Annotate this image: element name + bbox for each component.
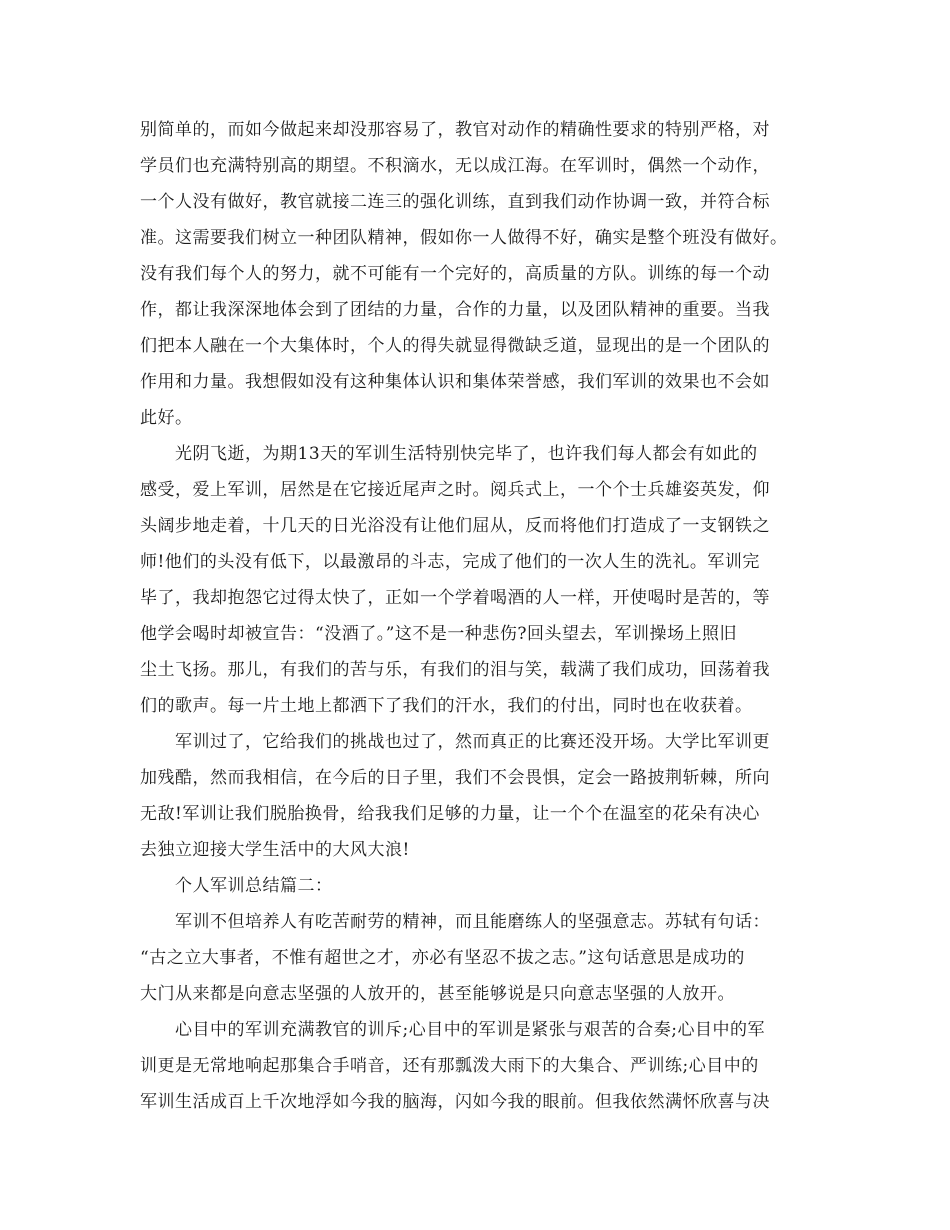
text-line: 军训过了，它给我们的挑战也过了，然而真正的比赛还没开场。大学比军训更 [175,732,770,752]
text-line: 大门从来都是向意志坚强的人放开的，甚至能够说是只向意志坚强的人放开。 [140,984,735,1004]
text-line: 作，都让我深深地体会到了团结的力量，合作的力量，以及团队精神的重要。当我 [140,300,770,320]
text-line: 没有我们每个人的努力，就不可能有一个完好的，高质量的方队。训练的每一个动 [140,264,770,284]
text-line: 军训生活成百上千次地浮如今我的脑海，闪如今我的眼前。但我依然满怀欣喜与决 [140,1092,770,1112]
text-line: “古之立大事者，不惟有超世之才，亦必有坚忍不拔之志。”这句话意思是成功的 [140,948,745,968]
text-line: 作用和力量。我想假如没有这种集体认识和集体荣誉感，我们军训的效果也不会如 [140,372,770,392]
text-line: 心目中的军训充满教官的训斥;心目中的军训是紧张与艰苦的合奏;心目中的军 [175,1020,765,1040]
text-line: 无敌!军训让我们脱胎换骨，给我我们足够的力量，让一个个在温室的花朵有决心 [140,804,760,824]
text-line: 们把本人融在一个大集体时，个人的得失就显得微缺乏道，显现出的是一个团队的 [140,336,770,356]
text-line: 准。这需要我们树立一种团队精神，假如你一人做得不好，确实是整个班没有做好。 [140,228,788,248]
text-line: 去独立迎接大学生活中的大风大浪! [140,840,410,860]
text-line: 毕了，我却抱怨它过得太快了，正如一个学着喝酒的人一样，开使喝时是苦的，等 [140,588,770,608]
text-line: 训更是无常地响起那集合手哨音，还有那瓢泼大雨下的大集合、严训练;心目中的 [140,1056,759,1076]
text-line: 头阔步地走着，十几天的日光浴没有让他们屈从，反而将他们打造成了一支钢铁之 [140,516,770,536]
text-line: 感受，爱上军训，居然是在它接近尾声之时。阅兵式上，一个个士兵雄姿英发，仰 [140,480,770,500]
document-body [140,112,820,1120]
text-line: 一个人没有做好，教官就接二连三的强化训练，直到我们动作协调一致，并符合标 [140,192,770,212]
text-line: 师!他们的头没有低下，以最激昂的斗志，完成了他们的一次人生的洗礼。军训完 [140,552,760,572]
text-line: 们的歌声。每一片土地上都洒下了我们的汗水，我们的付出，同时也在收获着。 [140,696,753,716]
text-line: 他学会喝时却被宣告：“没酒了。”这不是一种悲伤?回头望去，军训操场上照旧 [140,624,737,644]
text-line: 个人军训总结篇二： [175,876,333,896]
text-line: 学员们也充满特别高的期望。不积滴水，无以成江海。在军训时，偶然一个动作， [140,156,770,176]
text-line: 军训不但培养人有吃苦耐劳的精神，而且能磨练人的坚强意志。苏轼有句话： [175,912,770,932]
text-line: 别简单的，而如今做起来却没那容易了，教官对动作的精确性要求的特别严格，对 [140,120,770,140]
text-line: 光阴飞逝，为期13天的军训生活特别快完毕了，也许我们每人都会有如此的 [175,444,758,464]
text-line: 加残酷，然而我相信，在今后的日子里，我们不会畏惧，定会一路披荆斩棘，所向 [140,768,770,788]
text-line: 尘土飞扬。那儿，有我们的苦与乐，有我们的泪与笑，载满了我们成功，回荡着我 [140,660,770,680]
text-line: 此好。 [140,408,193,428]
